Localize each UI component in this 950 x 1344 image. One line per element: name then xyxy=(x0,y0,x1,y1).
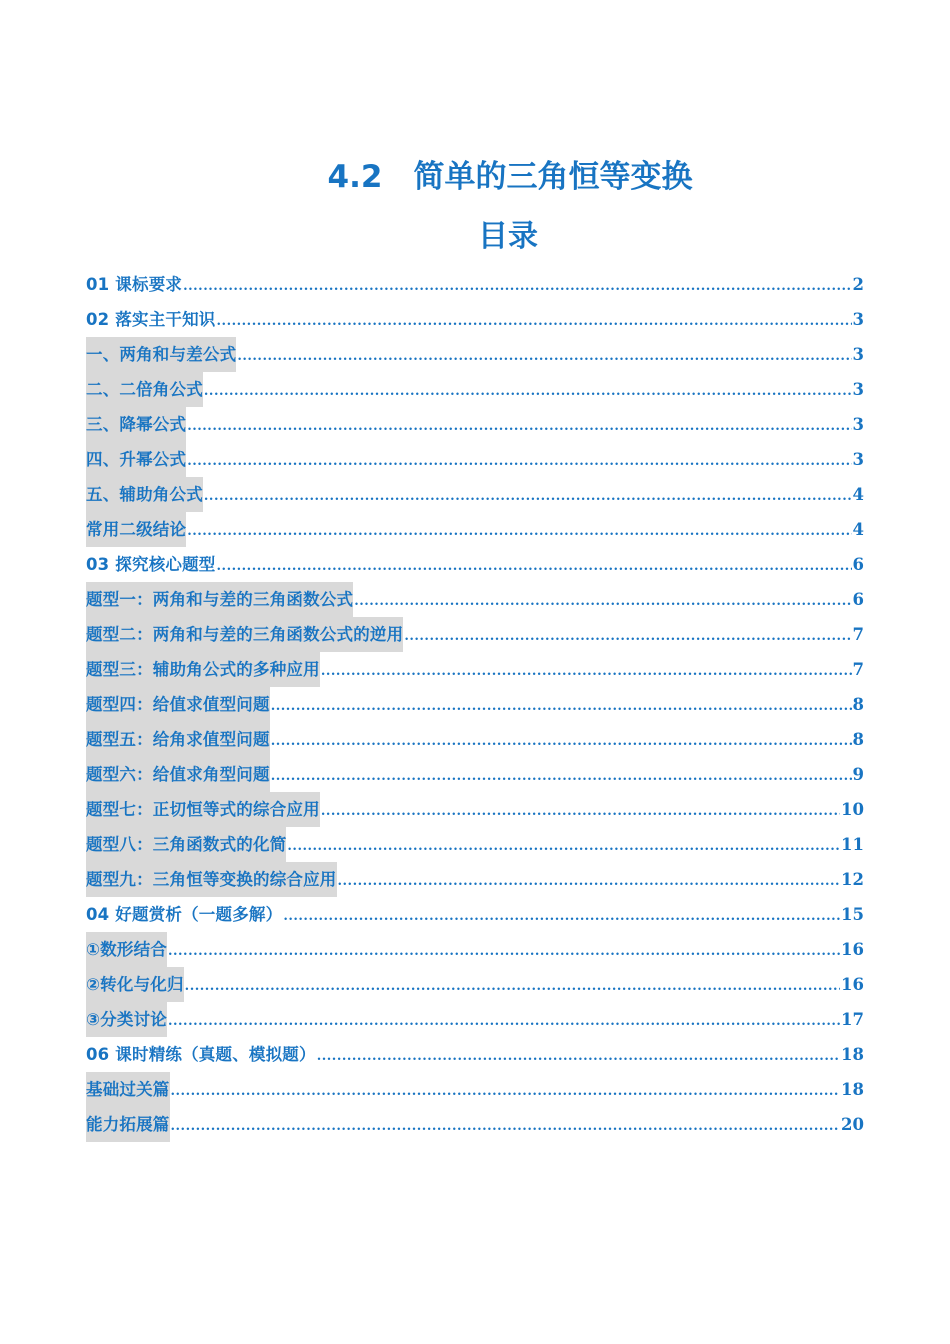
toc-entry[interactable] xyxy=(86,1002,864,1037)
toc-dot-leader xyxy=(283,899,840,934)
toc-entry-label[interactable]: 题型六：给值求角型问题 xyxy=(86,757,270,792)
table-of-contents xyxy=(86,267,864,1142)
toc-entry-label[interactable]: 题型九：三角恒等变换的综合应用 xyxy=(86,862,337,897)
toc-entry-page-number[interactable]: 3 xyxy=(852,310,864,329)
toc-entry[interactable] xyxy=(86,442,864,477)
toc-entry-label[interactable]: 基础过关篇 xyxy=(86,1072,170,1107)
toc-entry-page-number[interactable]: 11 xyxy=(841,835,864,854)
toc-entry-label[interactable]: ②转化与化归 xyxy=(86,967,184,1002)
page-title: 4.2 简单的三角恒等变换 xyxy=(327,159,693,195)
toc-entry-label[interactable]: 一、两角和与差公式 xyxy=(86,337,236,372)
toc-entry-label[interactable]: 题型七：正切恒等式的综合应用 xyxy=(86,792,320,827)
toc-entry-page-number[interactable]: 17 xyxy=(841,1010,864,1029)
toc-entry[interactable] xyxy=(86,932,864,967)
toc-entry-page-number[interactable]: 20 xyxy=(841,1115,864,1134)
toc-dot-leader xyxy=(237,339,851,374)
toc-dot-leader xyxy=(168,934,840,969)
toc-entry-page-number[interactable]: 3 xyxy=(852,345,864,364)
toc-dot-leader xyxy=(204,479,852,514)
toc-entry-page-number[interactable]: 9 xyxy=(852,765,864,784)
toc-dot-leader xyxy=(404,619,851,654)
toc-entry-label[interactable]: 题型八：三角函数式的化简 xyxy=(86,827,286,862)
toc-entry-page-number[interactable]: 10 xyxy=(841,800,864,819)
toc-entry-label[interactable]: ①数形结合 xyxy=(86,932,167,967)
toc-entry-page-number[interactable]: 18 xyxy=(841,1045,864,1064)
toc-entry[interactable] xyxy=(86,512,864,547)
toc-entry-label[interactable]: 01 课标要求 xyxy=(86,275,183,294)
toc-entry-label[interactable]: 四、升幂公式 xyxy=(86,442,186,477)
toc-entry[interactable] xyxy=(86,477,864,512)
toc-entry-page-number[interactable]: 7 xyxy=(852,660,864,679)
toc-entry-page-number[interactable]: 6 xyxy=(852,590,864,609)
toc-entry-page-number[interactable]: 4 xyxy=(852,485,864,504)
toc-entry-label[interactable]: 03 探究核心题型 xyxy=(86,555,216,574)
toc-entry[interactable] xyxy=(86,1037,864,1072)
toc-entry-page-number[interactable]: 18 xyxy=(841,1080,864,1099)
toc-dot-leader xyxy=(217,304,852,339)
toc-entry[interactable] xyxy=(86,547,864,582)
toc-entry-label[interactable]: 题型五：给角求值型问题 xyxy=(86,722,270,757)
toc-entry[interactable] xyxy=(86,407,864,442)
toc-entry[interactable] xyxy=(86,757,864,792)
toc-entry-page-number[interactable]: 16 xyxy=(841,940,864,959)
toc-entry-page-number[interactable]: 16 xyxy=(841,975,864,994)
toc-dot-leader xyxy=(168,1004,840,1039)
toc-entry-page-number[interactable]: 3 xyxy=(852,380,864,399)
toc-entry-label[interactable]: 题型四：给值求值型问题 xyxy=(86,687,270,722)
toc-entry-label[interactable]: 能力拓展篇 xyxy=(86,1107,170,1142)
toc-entry-label[interactable]: 04 好题赏析（一题多解） xyxy=(86,905,283,924)
toc-entry[interactable] xyxy=(86,617,864,652)
toc-dot-leader xyxy=(354,584,851,619)
toc-dot-leader xyxy=(317,1039,840,1074)
toc-entry-page-number[interactable]: 8 xyxy=(852,730,864,749)
toc-dot-leader xyxy=(271,689,852,724)
toc-entry[interactable] xyxy=(86,267,864,302)
toc-entry-page-number[interactable]: 12 xyxy=(841,870,864,889)
toc-entry-label[interactable]: 02 落实主干知识 xyxy=(86,310,216,329)
toc-entry[interactable] xyxy=(86,372,864,407)
toc-entry-label[interactable]: 题型二：两角和与差的三角函数公式的逆用 xyxy=(86,617,403,652)
toc-entry[interactable] xyxy=(86,582,864,617)
toc-dot-leader xyxy=(271,759,852,794)
toc-entry[interactable] xyxy=(86,722,864,757)
toc-entry-page-number[interactable]: 8 xyxy=(852,695,864,714)
toc-dot-leader xyxy=(183,269,851,304)
toc-dot-leader xyxy=(187,514,851,549)
toc-entry[interactable] xyxy=(86,687,864,722)
toc-entry[interactable] xyxy=(86,792,864,827)
toc-entry[interactable] xyxy=(86,862,864,897)
toc-dot-leader xyxy=(171,1074,841,1109)
toc-entry-label[interactable]: 06 课时精练（真题、模拟题） xyxy=(86,1045,316,1064)
toc-dot-leader xyxy=(171,1109,841,1144)
toc-dot-leader xyxy=(187,409,851,444)
toc-entry-label[interactable]: 常用二级结论 xyxy=(86,512,186,547)
toc-dot-leader xyxy=(321,794,840,829)
toc-entry[interactable] xyxy=(86,302,864,337)
toc-heading: 目录 xyxy=(478,219,538,254)
toc-dot-leader xyxy=(204,374,852,409)
toc-entry-page-number[interactable]: 3 xyxy=(852,450,864,469)
toc-entry-label[interactable]: ③分类讨论 xyxy=(86,1002,167,1037)
toc-dot-leader xyxy=(271,724,852,759)
toc-entry[interactable] xyxy=(86,652,864,687)
toc-entry-page-number[interactable]: 15 xyxy=(841,905,864,924)
toc-dot-leader xyxy=(321,654,852,689)
toc-dot-leader xyxy=(217,549,852,584)
toc-entry-label[interactable]: 五、辅助角公式 xyxy=(86,477,203,512)
toc-entry[interactable] xyxy=(86,337,864,372)
toc-entry-page-number[interactable]: 7 xyxy=(852,625,864,644)
toc-entry-label[interactable]: 题型三：辅助角公式的多种应用 xyxy=(86,652,320,687)
toc-entry-page-number[interactable]: 2 xyxy=(852,275,864,294)
toc-entry[interactable] xyxy=(86,897,864,932)
toc-entry[interactable] xyxy=(86,827,864,862)
toc-entry-label[interactable]: 题型一：两角和与差的三角函数公式 xyxy=(86,582,353,617)
toc-dot-leader xyxy=(338,864,841,899)
toc-dot-leader xyxy=(287,829,840,864)
toc-dot-leader xyxy=(185,969,840,1004)
toc-entry-label[interactable]: 二、二倍角公式 xyxy=(86,372,203,407)
toc-entry[interactable] xyxy=(86,1072,864,1107)
toc-entry[interactable] xyxy=(86,967,864,1002)
toc-dot-leader xyxy=(187,444,851,479)
toc-entry-page-number[interactable]: 6 xyxy=(852,555,864,574)
toc-entry-page-number[interactable]: 4 xyxy=(852,520,864,539)
toc-entry-page-number[interactable]: 3 xyxy=(852,415,864,434)
toc-entry-label[interactable]: 三、降幂公式 xyxy=(86,407,186,442)
toc-entry[interactable] xyxy=(86,1107,864,1142)
